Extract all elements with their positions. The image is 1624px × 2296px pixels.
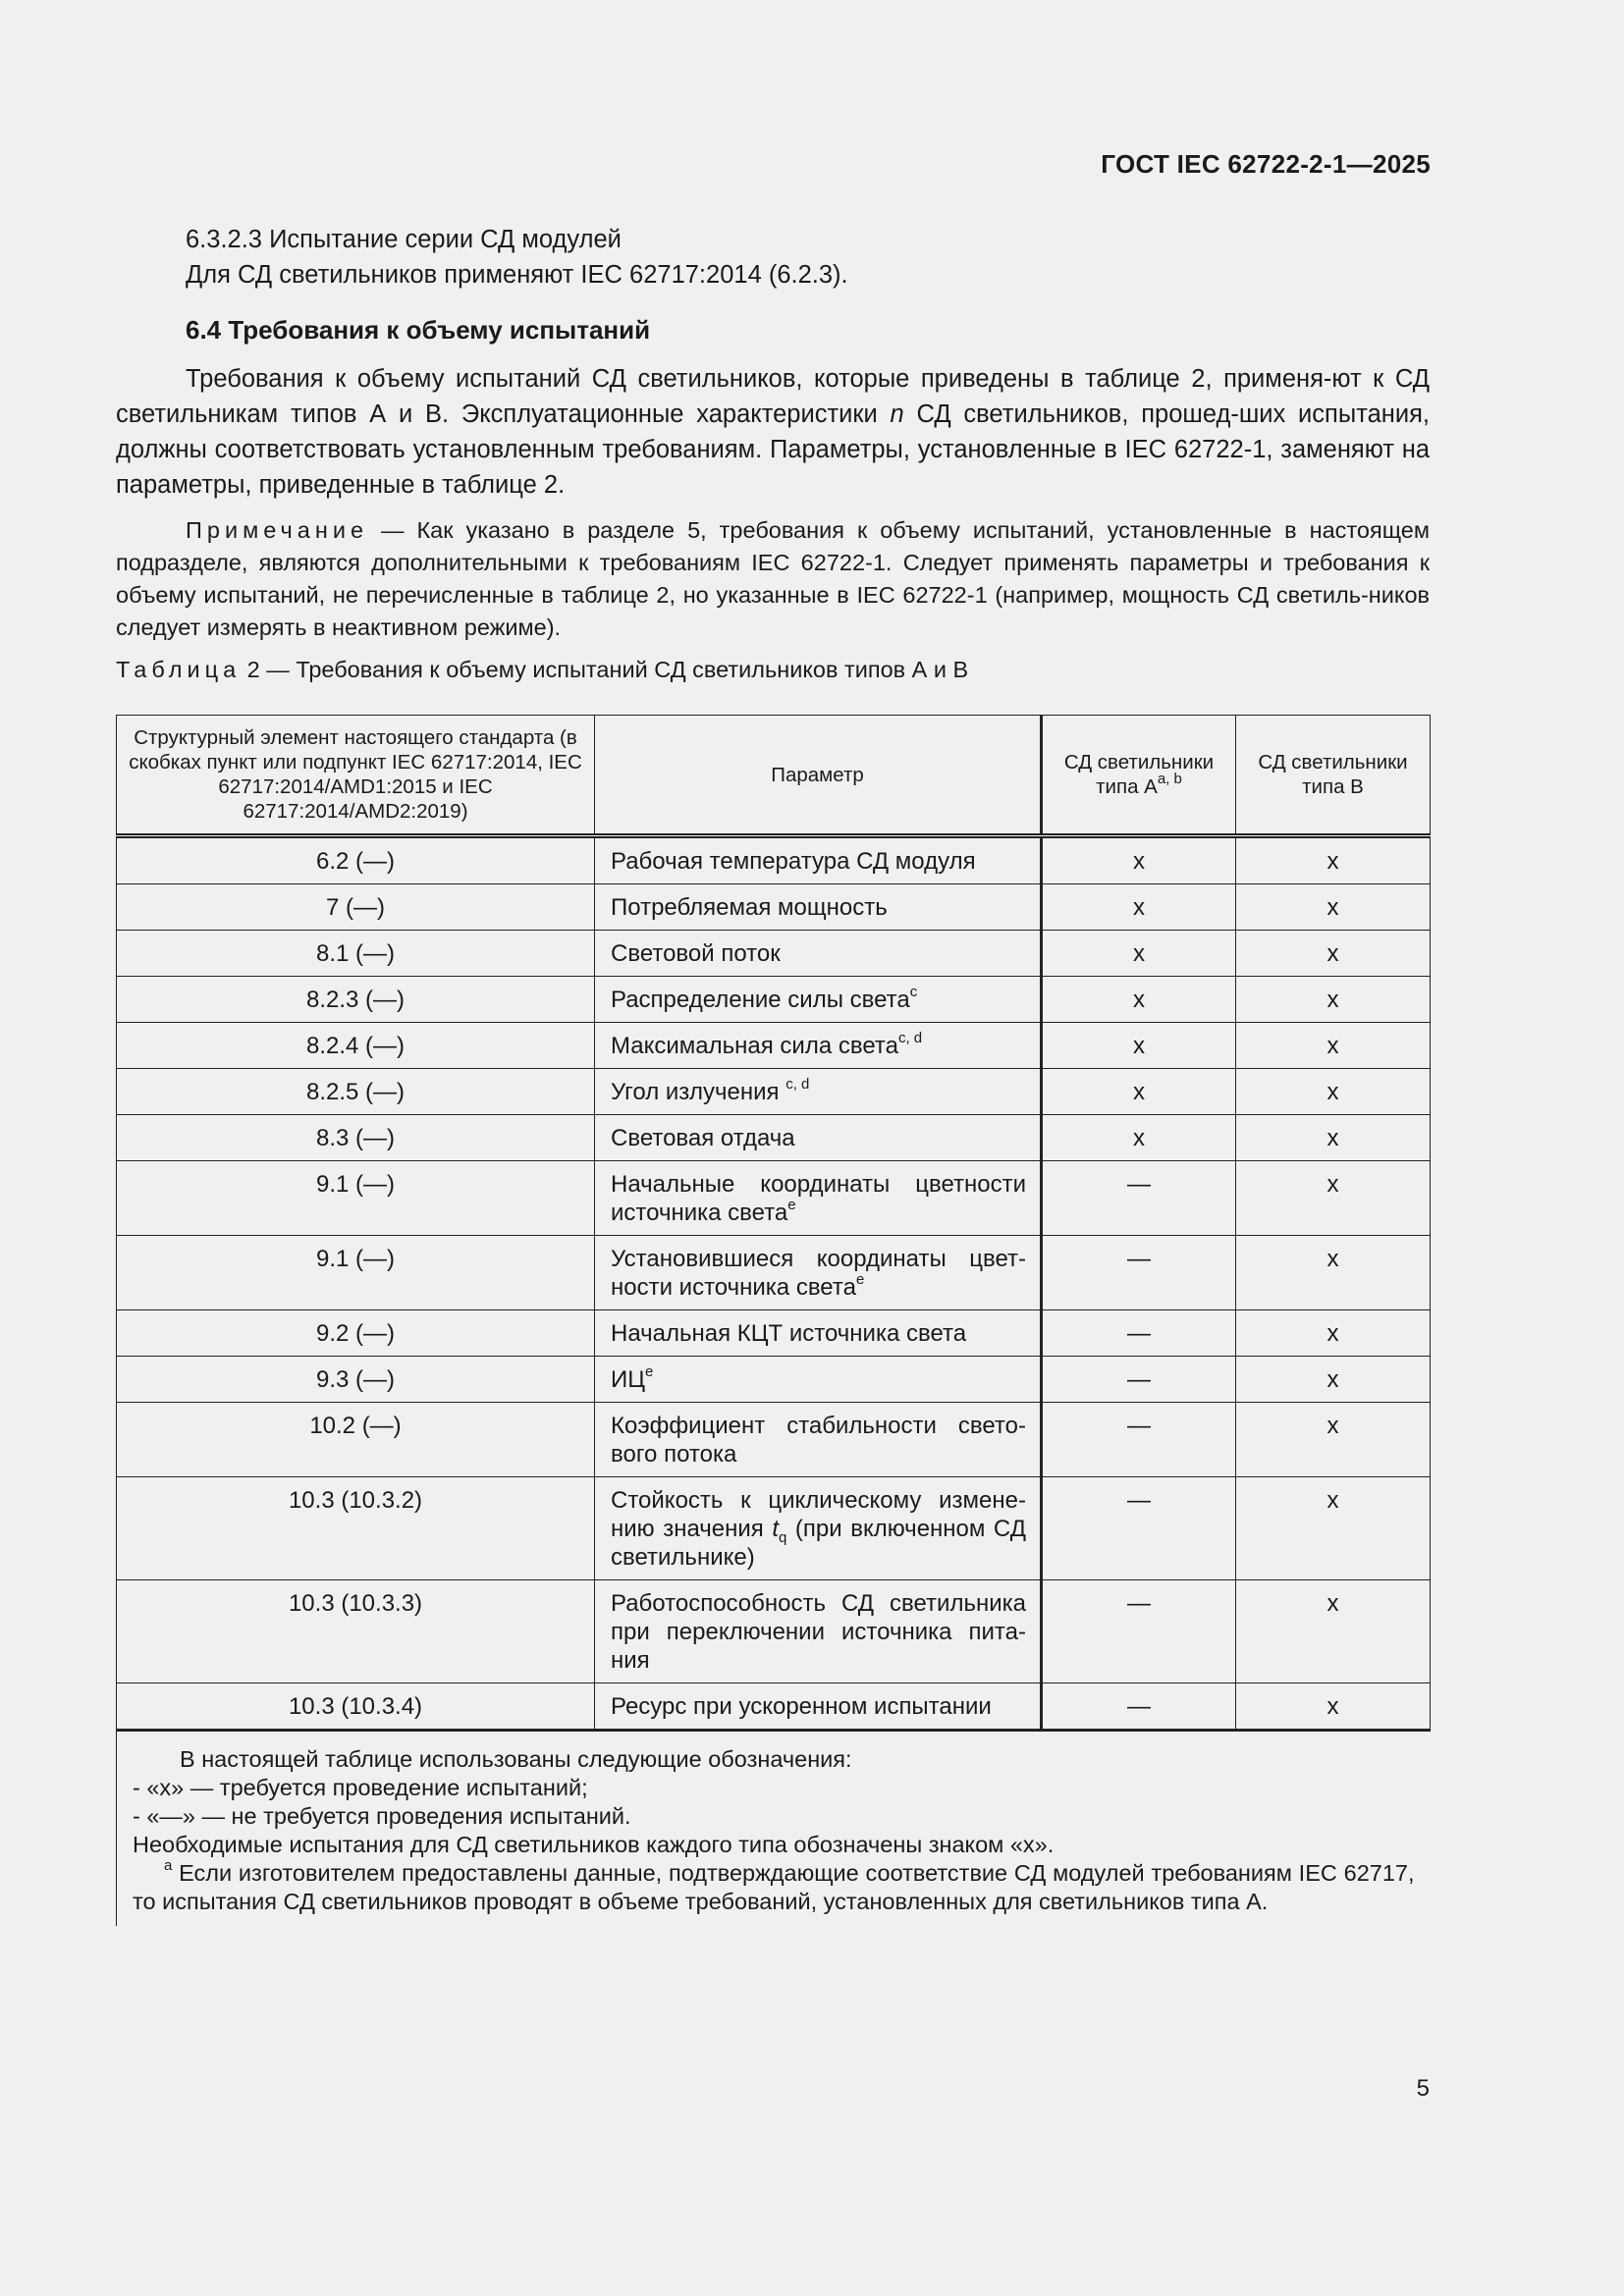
footer-legend-x: - «х» — требуется проведение испытаний; [133, 1775, 588, 1800]
cell-element: 10.3 (10.3.2) [117, 1477, 595, 1580]
parameter-text: Стойкость к циклическому измене-нию значения [611, 1487, 1026, 1542]
cell-type-a: — [1042, 1580, 1236, 1683]
parameter-text: Распределение силы света [611, 987, 910, 1013]
table-footer [117, 1731, 1431, 1927]
cell-type-a: x [1042, 1115, 1236, 1161]
cell-element: 9.1 (—) [117, 1161, 595, 1236]
cell-parameter [595, 931, 1042, 977]
cell-type-b: x [1236, 1683, 1431, 1731]
table-row [117, 1357, 1431, 1403]
parameter-text: Рабочая температура СД модуля [611, 848, 976, 875]
clause-title: Испытание серии СД модулей [269, 226, 622, 253]
cell-element: 10.2 (—) [117, 1403, 595, 1477]
footnote-a-text: Если изготовителем предоставлены данные, подтверждающие соответствие СД модулей требованиям IEC 62717, то испытания СД светильников проводят в объеме требований, установленных для светильников типа А. [133, 1860, 1415, 1914]
clause-number: 6.3.2.3 [186, 226, 262, 253]
cell-type-b: x [1236, 1115, 1431, 1161]
header-structural-element: Структурный элемент настоящего стандарта (в скобках пункт или подпункт IEC 62717:2014, IEC 62717:2014/AMD1:2015 и IEC 62717:2014/AMD2:2019) [117, 716, 595, 836]
section-6-4 [116, 312, 1430, 683]
cell-type-a: — [1042, 1683, 1236, 1731]
footnote-ref: c [909, 984, 918, 1000]
table-row [117, 1115, 1431, 1161]
section-paragraph [116, 361, 1430, 503]
cell-parameter [595, 1115, 1042, 1161]
header-type-b: СД светильники типа В [1236, 716, 1431, 836]
footnote-a-mark: a [164, 1857, 173, 1875]
footnote-ref: e [645, 1363, 654, 1380]
parameter-italic-t: t [772, 1516, 780, 1542]
cell-type-a: — [1042, 1477, 1236, 1580]
cell-parameter [595, 884, 1042, 931]
cell-type-b: x [1236, 1069, 1431, 1115]
parameter-subscript: q [779, 1528, 787, 1546]
cell-type-b: x [1236, 1403, 1431, 1477]
section-heading [116, 312, 1430, 347]
footnote-ref: c, d [785, 1076, 810, 1093]
cell-type-a: x [1042, 836, 1236, 884]
cell-parameter [595, 1357, 1042, 1403]
cell-type-b: x [1236, 1023, 1431, 1069]
clause-heading [116, 222, 1430, 257]
section-title: Требования к объему испытаний [228, 315, 651, 345]
parameter-text: Световая отдача [611, 1125, 795, 1151]
footnote-ref: e [855, 1271, 865, 1288]
cell-element: 8.2.5 (—) [117, 1069, 595, 1115]
cell-type-a: — [1042, 1310, 1236, 1357]
footer-legend-intro: В настоящей таблице использованы следующие обозначения: [180, 1746, 852, 1772]
cell-parameter [595, 1161, 1042, 1236]
cell-type-a: x [1042, 1069, 1236, 1115]
cell-element: 6.2 (—) [117, 836, 595, 884]
standard-designation: ГОСТ IEC 62722-2-1—2025 [1101, 149, 1431, 179]
cell-type-b: x [1236, 977, 1431, 1023]
table-row [117, 1023, 1431, 1069]
parameter-text: Световой поток [611, 940, 781, 967]
table-row [117, 1683, 1431, 1731]
table-row [117, 1580, 1431, 1683]
cell-element: 10.3 (10.3.3) [117, 1580, 595, 1683]
paragraph-italic-n: n [890, 400, 904, 428]
cell-type-b: x [1236, 836, 1431, 884]
parameter-text: Ресурс при ускоренном испытании [611, 1693, 992, 1720]
clause-6-3-2-3 [116, 222, 1430, 293]
cell-type-a: — [1042, 1403, 1236, 1477]
cell-parameter [595, 1236, 1042, 1310]
cell-type-a: x [1042, 931, 1236, 977]
cell-parameter [595, 836, 1042, 884]
page-number: 5 [1416, 2075, 1430, 2102]
cell-type-b: x [1236, 1580, 1431, 1683]
cell-type-b: x [1236, 931, 1431, 977]
footnote-a [133, 1859, 1415, 1916]
table-caption-label: Таблица [116, 657, 242, 682]
table-row [117, 977, 1431, 1023]
note-text: — Как указано в разделе 5, требования к объему испытаний, установленные в настоящем подразделе, являются дополнительными к требованиям IEC 62722-1. Следует применять параметры и требования к объему испытаний, не перечисленные в таблице 2, но указанные в IEC 62722-1 (например, мощность СД светиль-ников следует измерять в неактивном режиме). [116, 517, 1430, 640]
table-row [117, 1236, 1431, 1310]
table-row [117, 836, 1431, 884]
paragraph-text-2: СД светильников, прошед-ших испытания, должны соответствовать установленным требованиям. Параметры, установленные в IEC 62722-1, заменяют на параметры, приведенные в таблице 2. [116, 400, 1430, 499]
cell-parameter [595, 1477, 1042, 1580]
cell-parameter [595, 1683, 1042, 1731]
parameter-text: Начальная КЦТ источника света [611, 1320, 967, 1347]
footnote-ref: e [787, 1197, 796, 1213]
clause-text: Для СД светильников применяют IEC 62717:2014 (6.2.3). [186, 261, 848, 289]
footer-required-tests: Необходимые испытания для СД светильников каждого типа обозначены знаком «х». [133, 1832, 1055, 1857]
cell-type-a: x [1042, 884, 1236, 931]
cell-type-b: x [1236, 1477, 1431, 1580]
cell-parameter [595, 977, 1042, 1023]
cell-element: 7 (—) [117, 884, 595, 931]
cell-element: 8.3 (—) [117, 1115, 595, 1161]
cell-type-a: — [1042, 1161, 1236, 1236]
paragraph-text-1: Требования к объему испытаний СД светильников, которые приведены в таблице 2, применя-ют к СД светильникам типов А и В. Эксплуатационные характеристики [116, 365, 1430, 428]
parameter-text-tail: (при включенном СД светильнике) [611, 1516, 1026, 1571]
table-row [117, 1403, 1431, 1477]
cell-parameter [595, 1069, 1042, 1115]
cell-type-b: x [1236, 1161, 1431, 1236]
table-row [117, 1310, 1431, 1357]
parameter-text: Коэффициент стабильности свето-вого потока [611, 1413, 1026, 1468]
requirements-table [116, 715, 1431, 1926]
table-caption [116, 657, 1430, 683]
table-row [117, 884, 1431, 931]
cell-element: 9.3 (—) [117, 1357, 595, 1403]
cell-type-b: x [1236, 1236, 1431, 1310]
section-number: 6.4 [186, 315, 222, 345]
cell-element: 8.2.3 (—) [117, 977, 595, 1023]
footnote-ref: c, d [897, 1030, 923, 1046]
parameter-text: Установившиеся координаты цвет-ности источника света [611, 1246, 1026, 1301]
cell-parameter [595, 1310, 1042, 1357]
table-footer-row [117, 1731, 1431, 1927]
cell-type-b: x [1236, 1310, 1431, 1357]
table-caption-text: 2 — Требования к объему испытаний СД светильников типов А и В [241, 657, 969, 682]
cell-type-b: x [1236, 884, 1431, 931]
cell-type-a: — [1042, 1357, 1236, 1403]
table-row [117, 1069, 1431, 1115]
parameter-text: Угол излучения [611, 1079, 786, 1105]
header-type-a-text: СД светильники типа А [1063, 751, 1215, 798]
table-header-row [117, 716, 1431, 836]
cell-element: 9.2 (—) [117, 1310, 595, 1357]
cell-element: 8.2.4 (—) [117, 1023, 595, 1069]
cell-element: 10.3 (10.3.4) [117, 1683, 595, 1731]
footer-legend-dash: - «—» — не требуется проведения испытаний. [133, 1803, 631, 1829]
header-type-a [1042, 716, 1236, 836]
cell-type-a: x [1042, 977, 1236, 1023]
parameter-text: Начальные координаты цветности источника света [611, 1171, 1026, 1226]
cell-element: 9.1 (—) [117, 1236, 595, 1310]
header-parameter: Параметр [595, 716, 1042, 836]
cell-type-a: x [1042, 1023, 1236, 1069]
cell-parameter [595, 1403, 1042, 1477]
cell-parameter [595, 1023, 1042, 1069]
header-type-a-sup: a, b [1157, 771, 1182, 788]
parameter-text: Максимальная сила света [611, 1033, 898, 1059]
parameter-text: Работоспособность СД светильника при переключении источника пита-ния [611, 1590, 1026, 1674]
cell-type-b: x [1236, 1357, 1431, 1403]
parameter-text: ИЦ [611, 1366, 646, 1393]
table-row [117, 931, 1431, 977]
cell-element: 8.1 (—) [117, 931, 595, 977]
note-label: Примечание [186, 517, 369, 543]
table-row [117, 1477, 1431, 1580]
cell-parameter [595, 1580, 1042, 1683]
note-paragraph [116, 514, 1430, 644]
parameter-text: Потребляемая мощность [611, 894, 888, 921]
cell-type-a: — [1042, 1236, 1236, 1310]
table-row [117, 1161, 1431, 1236]
